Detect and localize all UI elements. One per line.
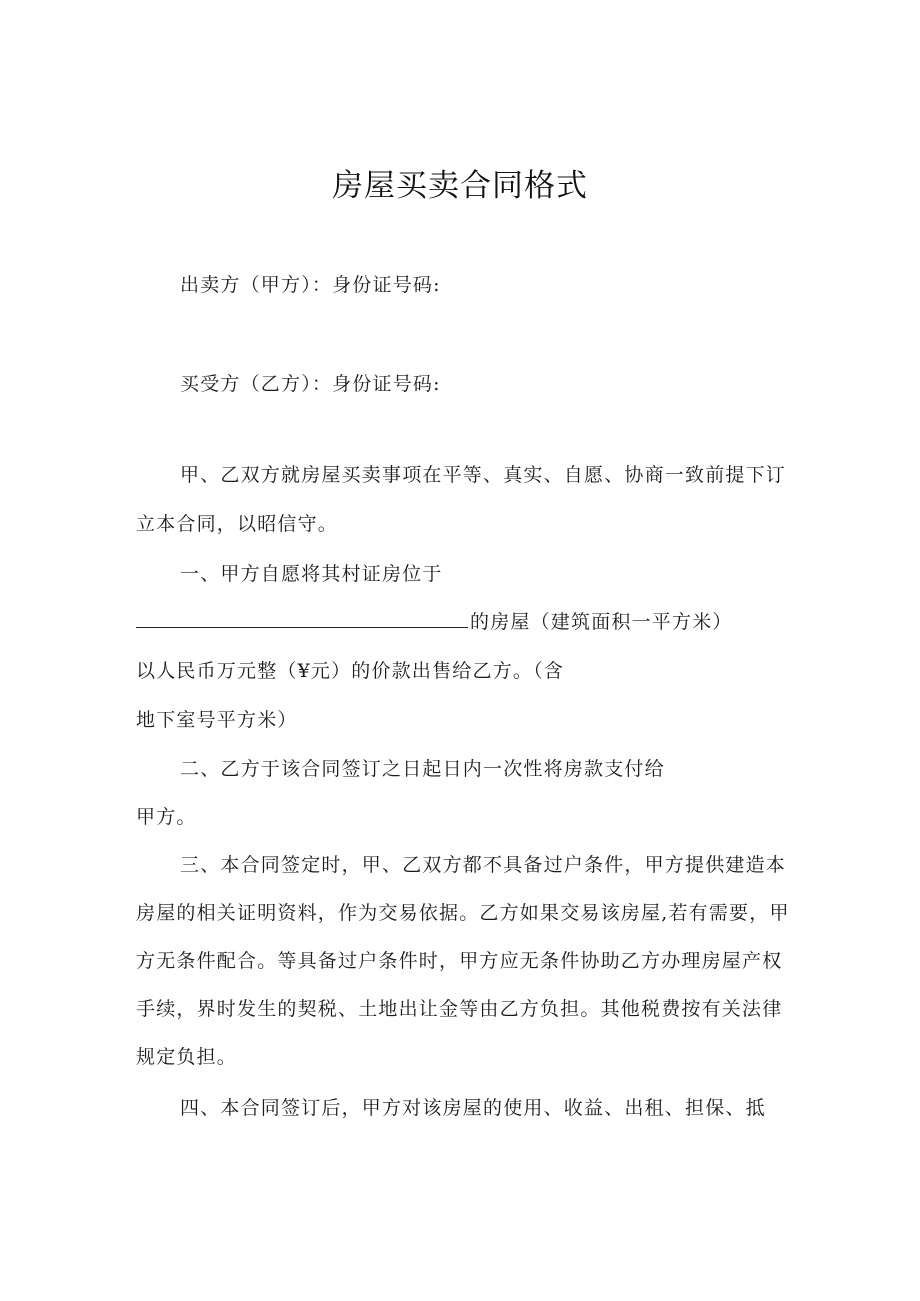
- clause3-line-1: 三、本合同签定时，甲、乙双方都不具备过户条件，甲方提供建造本: [180, 854, 787, 876]
- address-blank-underline: [136, 609, 468, 628]
- preamble-line-1: 甲、乙双方就房屋买卖事项在平等、真实、自愿、协商一致前提下订: [180, 464, 787, 486]
- clause1-line-1: 一、甲方自愿将其村证房位于: [180, 563, 443, 585]
- clause2-line-1: 二、乙方于该合同签订之日起日内一次性将房款支付给: [180, 758, 665, 780]
- clause1-line-4: 地下室号平方米）: [136, 709, 298, 731]
- seller-line: 出卖方（甲方）：身份证号码:: [180, 274, 441, 296]
- preamble-line-2: 立本合同，以昭信守。: [136, 513, 339, 535]
- document-title: 房屋买卖合同格式: [332, 168, 588, 204]
- clause3-line-5: 规定负担。: [136, 1046, 238, 1068]
- clause3-line-4: 手续，界时发生的契税、土地出让金等由乙方负担。其他税费按有关法律: [136, 998, 783, 1020]
- clause4-line-1: 四、本合同签订后，甲方对该房屋的使用、收益、出租、担保、抵: [180, 1097, 766, 1119]
- buyer-line: 买受方（乙方）：身份证号码:: [180, 373, 441, 395]
- clause1-line-3: 以人民币万元整（¥元）的价款出售给乙方。（含: [136, 660, 564, 682]
- clause2-line-2: 甲方。: [136, 806, 197, 828]
- clause1-line-2: [136, 609, 733, 635]
- clause1-line-2-text: 的房屋（建筑面积一平方米）: [470, 611, 733, 633]
- clause3-line-3: 方无条件配合。等具备过户条件时，甲方应无条件协助乙方办理房屋产权: [136, 950, 783, 972]
- clause3-line-2: 房屋的相关证明资料，作为交易依据。乙方如果交易该房屋,若有需要，甲: [136, 902, 790, 924]
